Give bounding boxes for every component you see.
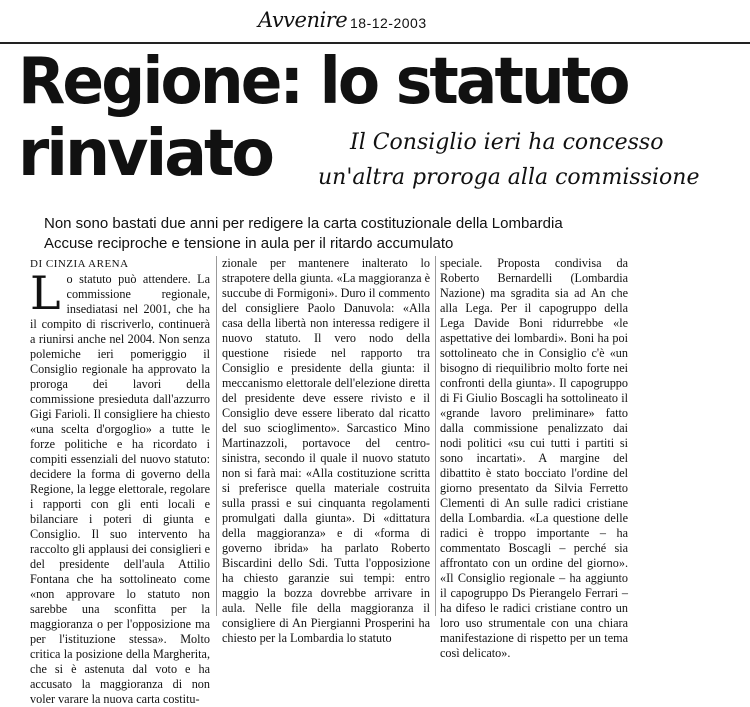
drop-cap: L: [30, 266, 61, 320]
deck-line-1: Non sono bastati due anni per redigere la carta costituzionale della Lombardia: [44, 215, 563, 232]
masthead: [0, 0, 750, 44]
column-3-text: speciale. Proposta condivisa da Roberto Bernardelli (Lombardia Nazione) ma sgradita sia ad An che alla Lega. Per il capogruppo della Lega Davide Boni ridurrebbe «le aspettative dei lombardi». Boni ha poi sottolineato che in Consiglio c'è «un bisogno di riequilibrio molto forte nei confronti della giunta». Il capogruppo di Fi Giulio Boscagli ha sottolineato il «grande lavoro preliminare» fatto dalla commissione penalizzato dai nodi politici «su cui tutti i partiti si sono incartati». A margine del dibattito è stato bocciato l'ordine del giorno presentato da Silvia Ferretto Clementi di An sulle radici cristiane della Lombardia. «La questione delle radici è troppo importante – ha commentato Boscagli – perché sia affrontato con un ordine del giorno». «Il Consiglio regionale – ha aggiunto il capogruppo Ds Pierangelo Ferrari – ha difeso le radici cristiane contro un loro uso strumentale con una chiara manifestazione di rispetto per un tema così delicato».: [440, 256, 628, 660]
article-column-2: [222, 256, 430, 646]
subheadline-line-2: un'altra proroga alla commissione: [318, 165, 700, 190]
headline-line-2: rinviato: [18, 117, 272, 191]
column-divider: [216, 256, 217, 616]
deck-line-2: Accuse reciproche e tensione in aula per il ritardo accumulato: [44, 235, 454, 252]
newspaper-logo: Avvenire: [258, 8, 348, 32]
subheadline-line-1: Il Consiglio ieri ha concesso: [350, 130, 664, 155]
column-divider: [435, 256, 436, 616]
byline: DI CINZIA ARENA: [30, 258, 129, 270]
headline-line-1: Regione: lo statuto: [18, 45, 628, 119]
article-column-3: [440, 256, 628, 661]
column-2-text: zionale per mantenere inalterato lo strapotere della giunta. «La maggioranza è succube di Formigoni». Duro il commento del consigliere Paolo Danuvola: «Alla casa della libertà non interessa redigere il nuovo statuto. Il vero nodo della questione risiede nel rapporto tra Consiglio e presidente della giunta: il meccanismo elettorale dell'elezione diretta del presidente deve essere rivisto e il Consiglio deve essere liberato dal ricatto del suo scioglimento». Sarcastico Mino Martinazzoli, portavoce del centro-sinistra, secondo il quale il nuovo statuto non si farà mai: «Alla costituzione scritta si preferisce quella materiale costruita sulla prassi e sui cinquanta regolamenti promulgati dalla giunta». Di «dittatura della maggioranza» e di «forma di governo ibrida» ha parlato Roberto Biscardini dello Sdi. Tutta l'opposizione ha chiesto garanzie sui tempi: entro maggio la bozza dovrebbe arrivare in aula. Nelle file della maggioranza il consigliere di An Piergianni Prosperini ha chiesto per la Lombardia lo statuto: [222, 256, 430, 645]
publication-date: 18-12-2003: [350, 15, 427, 31]
column-1-text: o statuto può attendere. La commissione regionale, insediatasi nel 2001, che ha il compito di riscriverlo, continuerà a riunirsi anche nel 2004. Non senza polemiche ieri pomeriggio il Consiglio regionale ha approvato la proroga dei lavori della commissione presieduta dall'azzurro Gigi Farioli. Il consigliere ha chiesto «una scelta d'orgoglio» a tutte le forze politiche e ha ricordato i compiti essenziali del nuovo statuto: decidere la forma di governo della Regione, la legge elettorale, regolare i rapporti con gli enti locali e bilanciare i poteri di giunta e Consiglio. Il suo intervento ha raccolto gli applausi dei consiglieri e del presidente dell'aula Attilio Fontana che ha sottolineato come «non approvare lo statuto non sarebbe una sconfitta per la maggioranza o per l'opposizione ma per l'istituzione stessa». Molto critica la posizione della Margherita, che si è astenuta dal voto e ha accusato la maggioranza di non voler varare la nuova carta costitu-: [30, 272, 210, 706]
article-column-1: [30, 266, 210, 707]
